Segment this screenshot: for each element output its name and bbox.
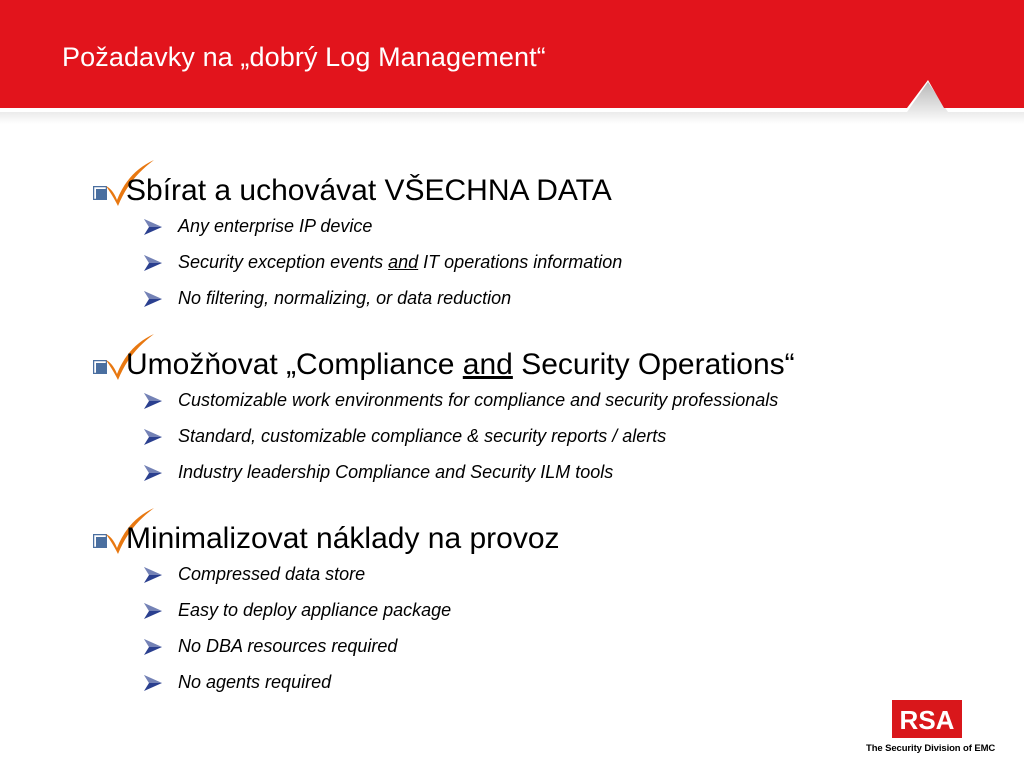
section-heading: Sbírat a uchovávat VŠECHNA DATA	[126, 174, 612, 207]
list-item-text: No agents required	[178, 672, 332, 692]
rsa-logo-text: RSA	[899, 705, 955, 735]
arrow-bullet-icon	[142, 565, 164, 585]
list-item-text: Customizable work environments for compliance and security professionals	[178, 390, 779, 410]
section-heading: Minimalizovat náklady na provoz	[126, 522, 560, 555]
arrow-bullet-icon	[142, 217, 164, 237]
arrow-bullet-icon	[142, 253, 164, 273]
arrow-bullet-icon	[142, 391, 164, 411]
arrow-bullet-icon	[142, 289, 164, 309]
rsa-logo	[862, 700, 996, 760]
arrow-bullet-icon	[142, 673, 164, 693]
arrow-bullet-icon	[142, 637, 164, 657]
arrow-bullet-icon	[142, 601, 164, 621]
rsa-logo-box	[892, 700, 962, 738]
arrow-bullet-icon	[142, 463, 164, 483]
slide-title: Požadavky na „dobrý Log Management“	[62, 42, 546, 72]
slide-header	[0, 0, 1024, 125]
list-item-text: Easy to deploy appliance package	[178, 600, 452, 620]
list-item-text: Any enterprise IP device	[178, 216, 373, 236]
section-heading: Umožňovat „Compliance and Security Operations“	[126, 348, 795, 381]
list-item-text: No filtering, normalizing, or data reduction	[178, 288, 512, 308]
arrow-bullet-icon	[142, 427, 164, 447]
list-item-text: Compressed data store	[178, 564, 366, 584]
list-item-text: Standard, customizable compliance & security reports / alerts	[178, 426, 667, 446]
rsa-tagline: The Security Division of EMC	[866, 743, 996, 754]
list-item-text: Industry leadership Compliance and Security ILM tools	[178, 462, 614, 482]
list-item-text: No DBA resources required	[178, 636, 398, 656]
list-item-text: Security exception events and IT operations information	[178, 252, 623, 272]
